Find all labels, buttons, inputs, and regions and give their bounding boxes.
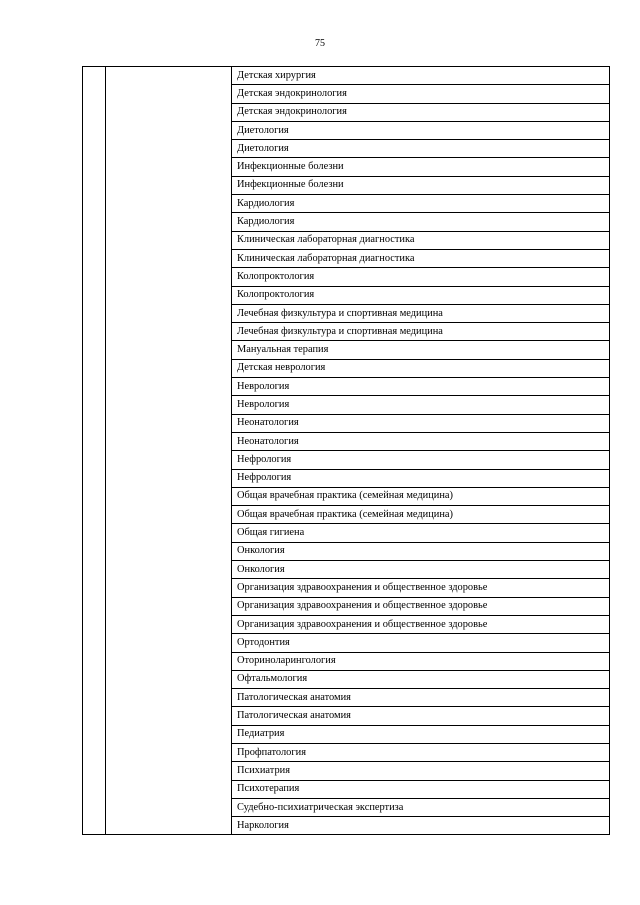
specialty-cell: Психиатрия (232, 762, 610, 780)
specialty-cell: Кардиология (232, 195, 610, 213)
specialties-table (82, 66, 610, 835)
specialty-cell: Инфекционные болезни (232, 158, 610, 176)
specialty-cell: Диетология (232, 140, 610, 158)
merged-cell-column-2 (106, 67, 232, 835)
specialty-cell: Организация здравоохранения и общественное здоровье (232, 615, 610, 633)
specialty-cell: Общая гигиена (232, 524, 610, 542)
specialty-cell: Организация здравоохранения и общественное здоровье (232, 579, 610, 597)
specialty-cell: Клиническая лабораторная диагностика (232, 231, 610, 249)
table-body (83, 67, 610, 835)
specialty-cell: Лечебная физкультура и спортивная медицина (232, 304, 610, 322)
specialty-cell: Ортодонтия (232, 634, 610, 652)
specialty-cell: Педиатрия (232, 725, 610, 743)
specialty-cell: Нефрология (232, 469, 610, 487)
specialty-cell: Офтальмология (232, 670, 610, 688)
specialty-cell: Колопроктология (232, 268, 610, 286)
specialty-cell: Онкология (232, 542, 610, 560)
specialty-cell: Неврология (232, 396, 610, 414)
specialty-cell: Общая врачебная практика (семейная медицина) (232, 487, 610, 505)
specialty-cell: Патологическая анатомия (232, 689, 610, 707)
specialty-cell: Онкология (232, 561, 610, 579)
specialty-cell: Оториноларингология (232, 652, 610, 670)
specialty-cell: Лечебная физкультура и спортивная медицина (232, 323, 610, 341)
specialty-cell: Инфекционные болезни (232, 176, 610, 194)
specialty-cell: Мануальная терапия (232, 341, 610, 359)
specialty-cell: Детская хирургия (232, 67, 610, 85)
specialty-cell: Детская неврология (232, 359, 610, 377)
specialty-cell: Неврология (232, 378, 610, 396)
table-row (83, 67, 610, 85)
specialty-cell: Нефрология (232, 451, 610, 469)
specialty-cell: Детская эндокринология (232, 103, 610, 121)
specialty-cell: Судебно-психиатрическая экспертиза (232, 798, 610, 816)
specialty-cell: Патологическая анатомия (232, 707, 610, 725)
specialty-cell: Клиническая лабораторная диагностика (232, 249, 610, 267)
merged-cell-column-1 (83, 67, 106, 835)
specialty-cell: Детская эндокринология (232, 85, 610, 103)
specialty-cell: Общая врачебная практика (семейная медицина) (232, 506, 610, 524)
page-number: 75 (315, 38, 325, 49)
specialty-cell: Наркология (232, 817, 610, 835)
specialty-cell: Организация здравоохранения и общественное здоровье (232, 597, 610, 615)
specialty-cell: Психотерапия (232, 780, 610, 798)
specialty-cell: Диетология (232, 121, 610, 139)
specialty-cell: Колопроктология (232, 286, 610, 304)
specialty-cell: Кардиология (232, 213, 610, 231)
specialty-cell: Профпатология (232, 743, 610, 761)
specialty-cell: Неонатология (232, 432, 610, 450)
specialty-cell: Неонатология (232, 414, 610, 432)
